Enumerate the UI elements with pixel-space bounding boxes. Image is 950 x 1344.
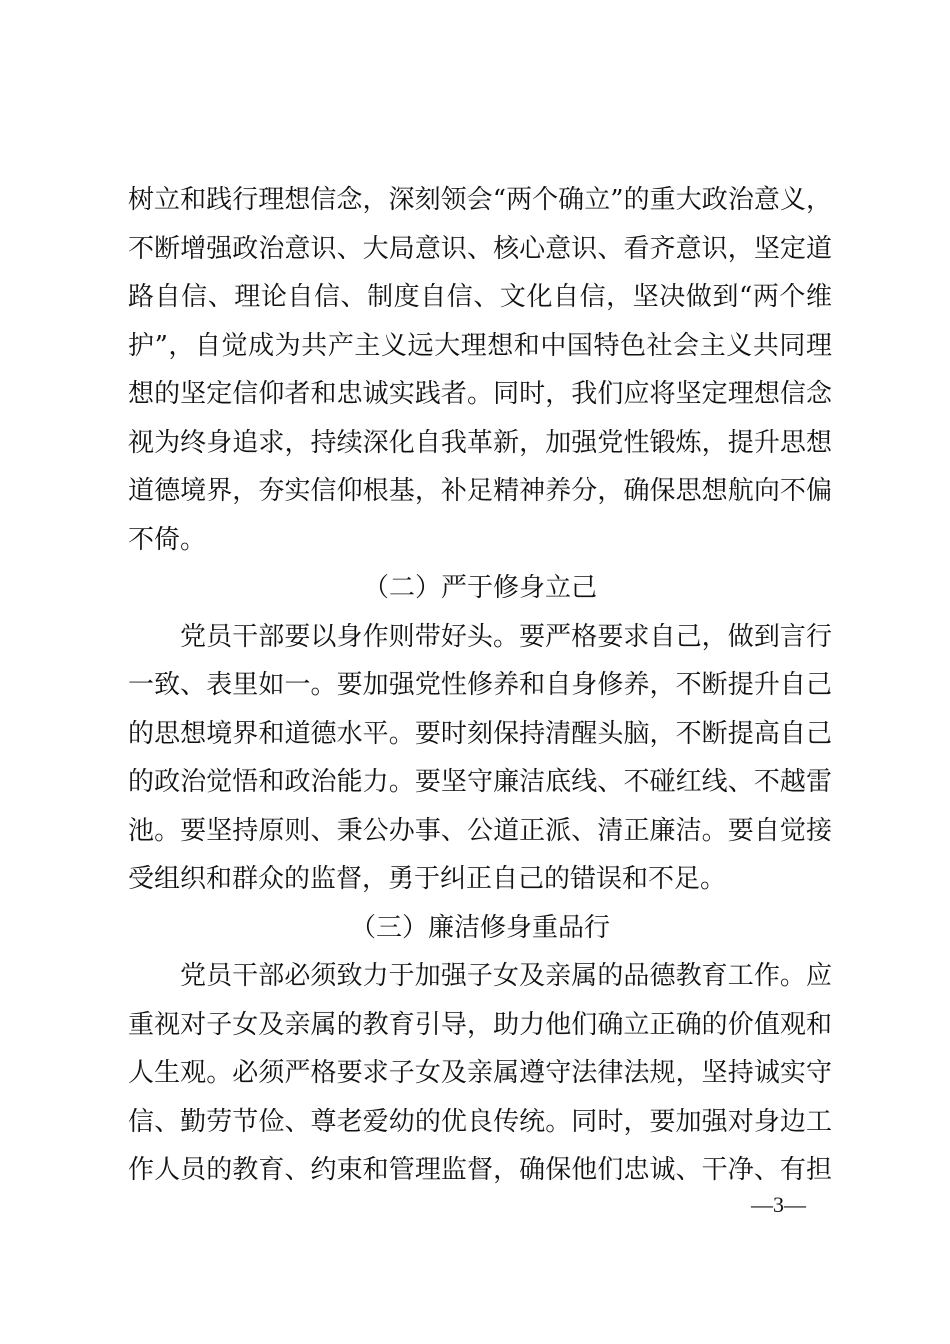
paragraph-line: 池。要坚持原则、秉公办事、公道正派、清正廉洁。要自觉接 [128, 815, 832, 846]
page-number: —3— [751, 1192, 806, 1217]
section-heading-two: （二）严于修身立己 [362, 573, 597, 603]
paragraph-line: 党员干部必须致力于加强子女及亲属的品德教育工作。应 [180, 961, 832, 991]
section-heading-three: （三）廉洁修身重品行 [349, 912, 610, 943]
paragraph-line: 的思想境界和道德水平。要时刻保持清醒头脑，不断提高自己 [128, 718, 832, 749]
paragraph-line: 树立和践行理想信念，深刻领会“两个确立”的重大政治意义， [128, 185, 832, 215]
paragraph-line: 护”，自觉成为共产主义远大理想和中国特色社会主义共同理 [128, 330, 832, 361]
paragraph-line: 受组织和群众的监督，勇于纠正自己的错误和不足。 [128, 864, 727, 894]
paragraph-line: 道德境界，夯实信仰根基，补足精神养分，确保思想航向不偏 [128, 476, 832, 506]
paragraph-line: 一致、表里如一。要加强党性修养和自身修养，不断提升自己 [128, 670, 832, 700]
document-body [128, 176, 832, 1195]
paragraph-line: 路自信、理论自信、制度自信、文化自信，坚决做到“两个维 [128, 282, 832, 312]
paragraph-line: 党员干部要以身作则带好头。要严格要求自己，做到言行 [180, 621, 832, 652]
paragraph-line: 人生观。必须严格要求子女及亲属遵守法律法规，坚持诚实守 [128, 1058, 832, 1088]
paragraph-line: 作人员的教育、约束和管理监督，确保他们忠诚、干净、有担 [128, 1155, 832, 1185]
paragraph-line: 的政治觉悟和政治能力。要坚守廉洁底线、不碰红线、不越雷 [128, 767, 832, 797]
paragraph-line: 视为终身追求，持续深化自我革新，加强党性锻炼，提升思想 [128, 427, 832, 458]
paragraph-line: 信、勤劳节俭、尊老爱幼的优良传统。同时，要加强对身边工 [128, 1106, 832, 1137]
paragraph-line: 不倚。 [128, 524, 207, 555]
paragraph-line: 想的坚定信仰者和忠诚实践者。同时，我们应将坚定理想信念 [128, 379, 832, 409]
paragraph-line: 不断增强政治意识、大局意识、核心意识、看齐意识，坚定道 [128, 233, 832, 264]
paragraph-line: 重视对子女及亲属的教育引导，助力他们确立正确的价值观和 [128, 1009, 832, 1040]
